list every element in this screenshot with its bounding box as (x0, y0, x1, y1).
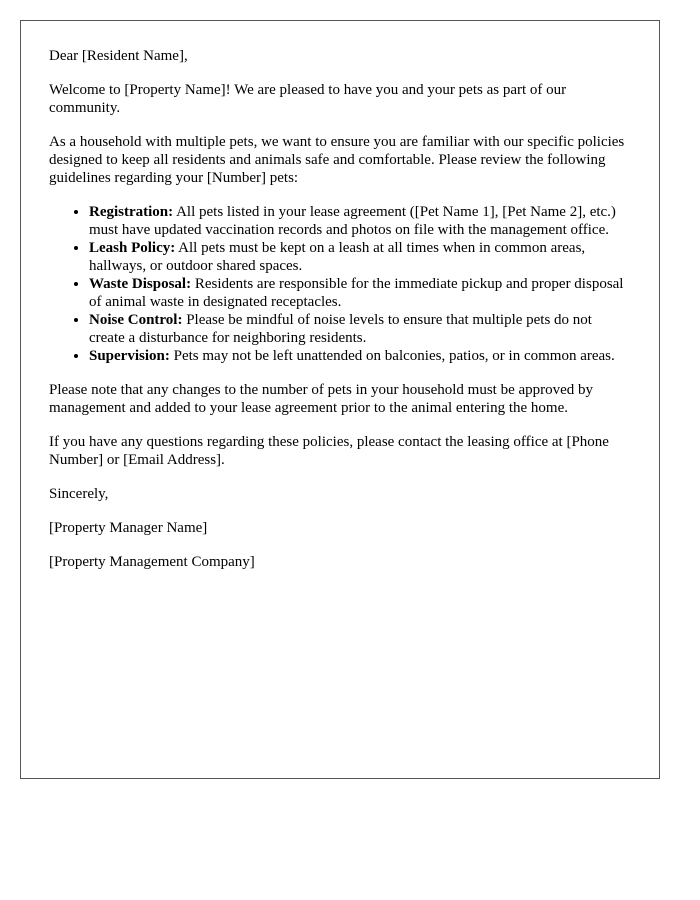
policy-item-noise (89, 311, 631, 347)
letter-page (20, 20, 660, 779)
policy-item-supervision (89, 347, 631, 365)
policy-title: Supervision: (89, 348, 170, 364)
intro-paragraph: As a household with multiple pets, we want to ensure you are familiar with our specific policies designed to keep all residents and animals safe and comfortable. Please review the following guidelines regarding your [Number] pets: (49, 134, 625, 186)
policy-text: Residents are responsible for the immediate pickup and proper disposal of animal waste in designated receptacles. (89, 276, 624, 310)
policy-title: Registration: (89, 204, 174, 220)
policy-item-waste (89, 275, 631, 311)
policy-text: All pets listed in your lease agreement ([Pet Name 1], [Pet Name 2], etc.) must have updated vaccination records and photos on file with the management office. (89, 204, 616, 238)
manager-name: [Property Manager Name] (49, 520, 208, 536)
policy-item-registration (89, 203, 631, 239)
policy-list (49, 203, 631, 365)
welcome-paragraph: Welcome to [Property Name]! We are pleased to have you and your pets as part of our community. (49, 82, 567, 116)
closing: Sincerely, (49, 486, 109, 502)
policy-item-leash (89, 239, 631, 275)
policy-text: Please be mindful of noise levels to ensure that multiple pets do not create a disturbance for neighboring residents. (89, 312, 592, 346)
changes-paragraph: Please note that any changes to the number of pets in your household must be approved by management and added to your lease agreement prior to the animal entering the home. (49, 382, 594, 416)
company-name: [Property Management Company] (49, 554, 255, 570)
policy-title: Waste Disposal: (89, 276, 192, 292)
policy-title: Leash Policy: (89, 240, 176, 256)
salutation: Dear [Resident Name], (49, 48, 188, 64)
contact-paragraph: If you have any questions regarding these policies, please contact the leasing office at [Phone Number] or [Email Address]. (49, 434, 609, 468)
policy-title: Noise Control: (89, 312, 183, 328)
policy-text: Pets may not be left unattended on balconies, patios, or in common areas. (169, 348, 615, 364)
policy-text: All pets must be kept on a leash at all times when in common areas, hallways, or outdoor shared spaces. (89, 240, 586, 274)
